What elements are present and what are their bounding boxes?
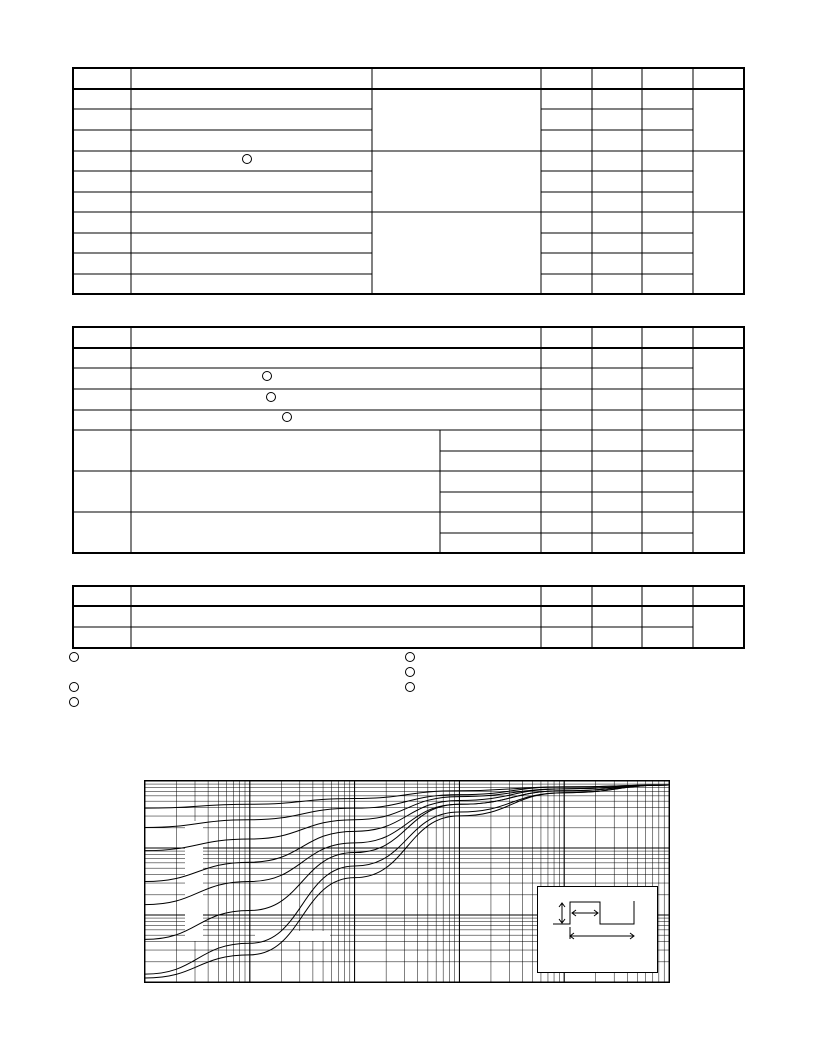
table-3-grid (74, 587, 743, 647)
note-marker-icon (242, 154, 252, 164)
pulse-waveform-inset (537, 886, 658, 973)
note-2-marker-icon (69, 682, 79, 692)
note-4-marker-icon (405, 652, 415, 662)
chart-label-blank (255, 931, 330, 941)
table-1 (72, 67, 745, 295)
note-5-marker-icon (405, 667, 415, 677)
note-marker-icon (266, 392, 276, 402)
note-6-marker-icon (405, 682, 415, 692)
table-2-grid (74, 328, 743, 552)
pulse-waveform-diagram (538, 887, 657, 972)
note-marker-icon (262, 371, 272, 381)
note-3-marker-icon (69, 697, 79, 707)
note-marker-icon (282, 412, 292, 422)
note-1-marker-icon (69, 652, 79, 662)
table-1-grid (74, 69, 743, 293)
chart-series-line-3 (145, 785, 669, 882)
table-2 (72, 326, 745, 554)
table-3 (72, 585, 745, 649)
